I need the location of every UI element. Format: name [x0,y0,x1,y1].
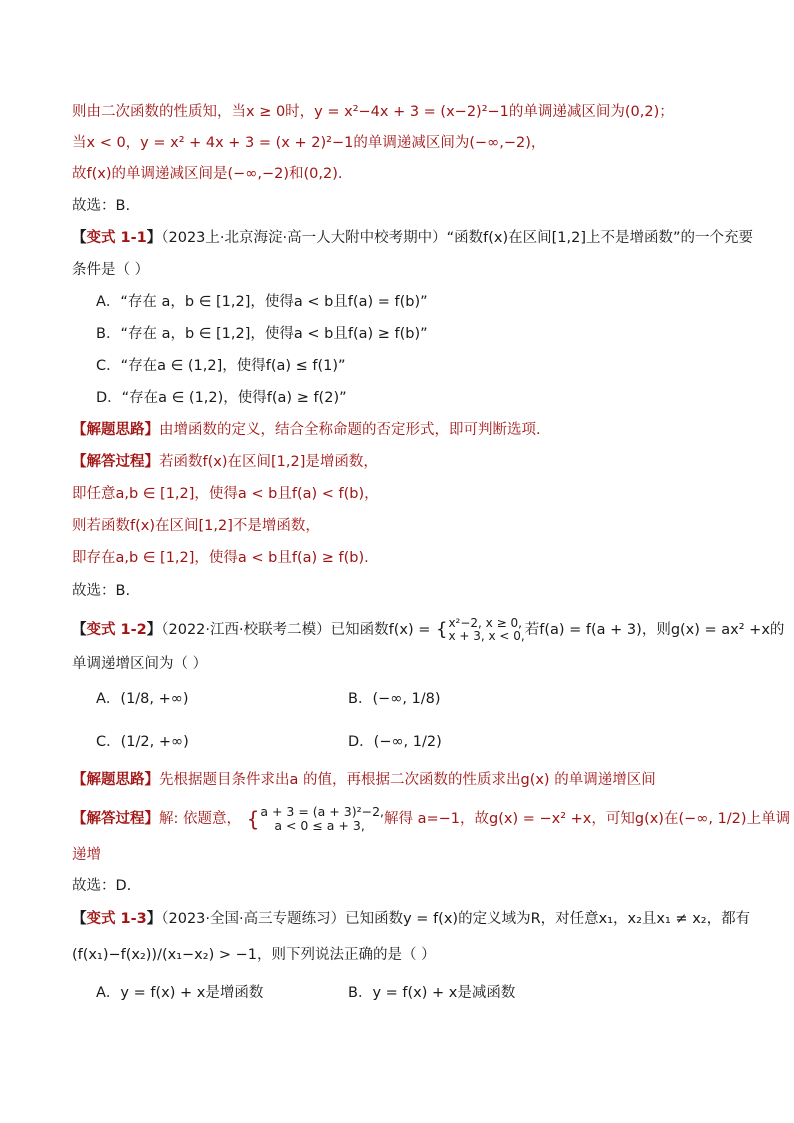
variant-1-1-process-2: 即任意a,b ∈ [1,2]，使得a < b且f(a) < f(b)， [72,486,379,502]
variant-1-2-option-b: B．(−∞, 1/8) [348,691,441,707]
solution-line-3: 故f(x)的单调递减区间是(−∞,−2)和(0,2). [72,166,343,182]
solution-line-2: 当x < 0，y = x² + 4x + 3 = (x + 2)²−1的单调递减区间为(−∞,−2)， [72,135,546,151]
variant-1-1-option-d: D．“存在a ∈ (1,2)，使得f(a) ≥ f(2)” [96,390,347,406]
variant-1-2-tag: 【变式 1-2】 [72,622,162,638]
variant-1-3-question: 【变式 1-3】（2023·全国·高三专题练习）已知函数y = f(x)的定义域为R，对任意x₁，x₂且x₁ ≠ x₂，都有 [72,911,751,927]
variant-1-2-question-cont: 单调递增区间为（ ） [72,656,208,672]
variant-1-1-process-1: 【解答过程】若函数f(x)在区间[1,2]是增函数， [72,454,378,470]
variant-1-2-process-1: 【解答过程】解: 依题意， { a + 3 = (a + 3)²−2, a < 0 ≤ a + 3, 解得 a=−1，故g(x) = −x² +x，可知g(x)在(−∞, 1/2)上单调 [72,804,791,833]
variant-1-2-answer: 故选：D. [72,878,132,894]
variant-1-1-tag: 【变式 1-1】 [72,230,162,246]
process-tag: 【解答过程】 [72,454,159,470]
variant-1-3-tag: 【变式 1-3】 [72,911,162,927]
variant-1-2-approach: 【解题思路】先根据题目条件求出a 的值，再根据二次函数的性质求出g(x) 的单调递增区间 [72,772,656,788]
approach-tag: 【解题思路】 [72,422,159,438]
variant-1-1-option-c: C．“存在a ∈ (1,2]，使得f(a) ≤ f(1)” [96,358,346,374]
variant-1-1-question: 【变式 1-1】（2023上·北京海淀·高一人大附中校考期中）“函数f(x)在区间[1,2]上不是增函数”的一个充要 [72,230,754,246]
variant-1-1-option-a: A．“存在 a，b ∈ [1,2]，使得a < b且f(a) = f(b)” [96,294,428,310]
variant-1-1-approach: 【解题思路】由增函数的定义，结合全称命题的否定形式，即可判断选项. [72,422,541,438]
piecewise-brace: { [436,619,448,640]
variant-1-1-process-4: 即存在a,b ∈ [1,2]，使得a < b且f(a) ≥ f(b). [72,550,369,566]
variant-1-2-process-2: 递增 [72,847,101,863]
system-brace: { [246,807,260,831]
variant-1-3-question-cont: (f(x₁)−f(x₂))/(x₁−x₂) > −1，则下列说法正确的是（ ） [72,947,436,963]
equation-system: a + 3 = (a + 3)²−2, a < 0 ≤ a + 3, [260,804,384,833]
variant-1-3-option-b: B．y = f(x) + x是减函数 [348,985,516,1001]
variant-1-2-question: 【变式 1-2】（2022·江西·校联考二模）已知函数f(x) = { x²−2, x ≥ 0, x + 3, x < 0, 若f(a) = f(a + 3)，则g(x) = ax² +x的 [72,616,785,643]
solution-line-1: 则由二次函数的性质知，当x ≥ 0时，y = x²−4x + 3 = (x−2)²−1的单调递减区间为(0,2)； [72,104,674,120]
variant-1-1-process-3: 则若函数f(x)在区间[1,2]不是增函数， [72,518,320,534]
variant-1-3-option-a: A．y = f(x) + x是增函数 [96,985,264,1001]
answer-line: 故选：B. [72,198,131,214]
variant-1-2-option-d: D．(−∞, 1/2) [348,734,442,750]
variant-1-1-question-cont: 条件是（ ） [72,262,150,278]
variant-1-2-option-c: C．(1/2, +∞) [96,734,189,750]
variant-1-1-option-b: B．“存在 a，b ∈ [1,2]，使得a < b且f(a) ≥ f(b)” [96,326,428,342]
variant-1-2-option-a: A．(1/8, +∞) [96,691,189,707]
piecewise-cases: x²−2, x ≥ 0, x + 3, x < 0, [448,616,525,643]
variant-1-1-answer: 故选：B. [72,583,131,599]
